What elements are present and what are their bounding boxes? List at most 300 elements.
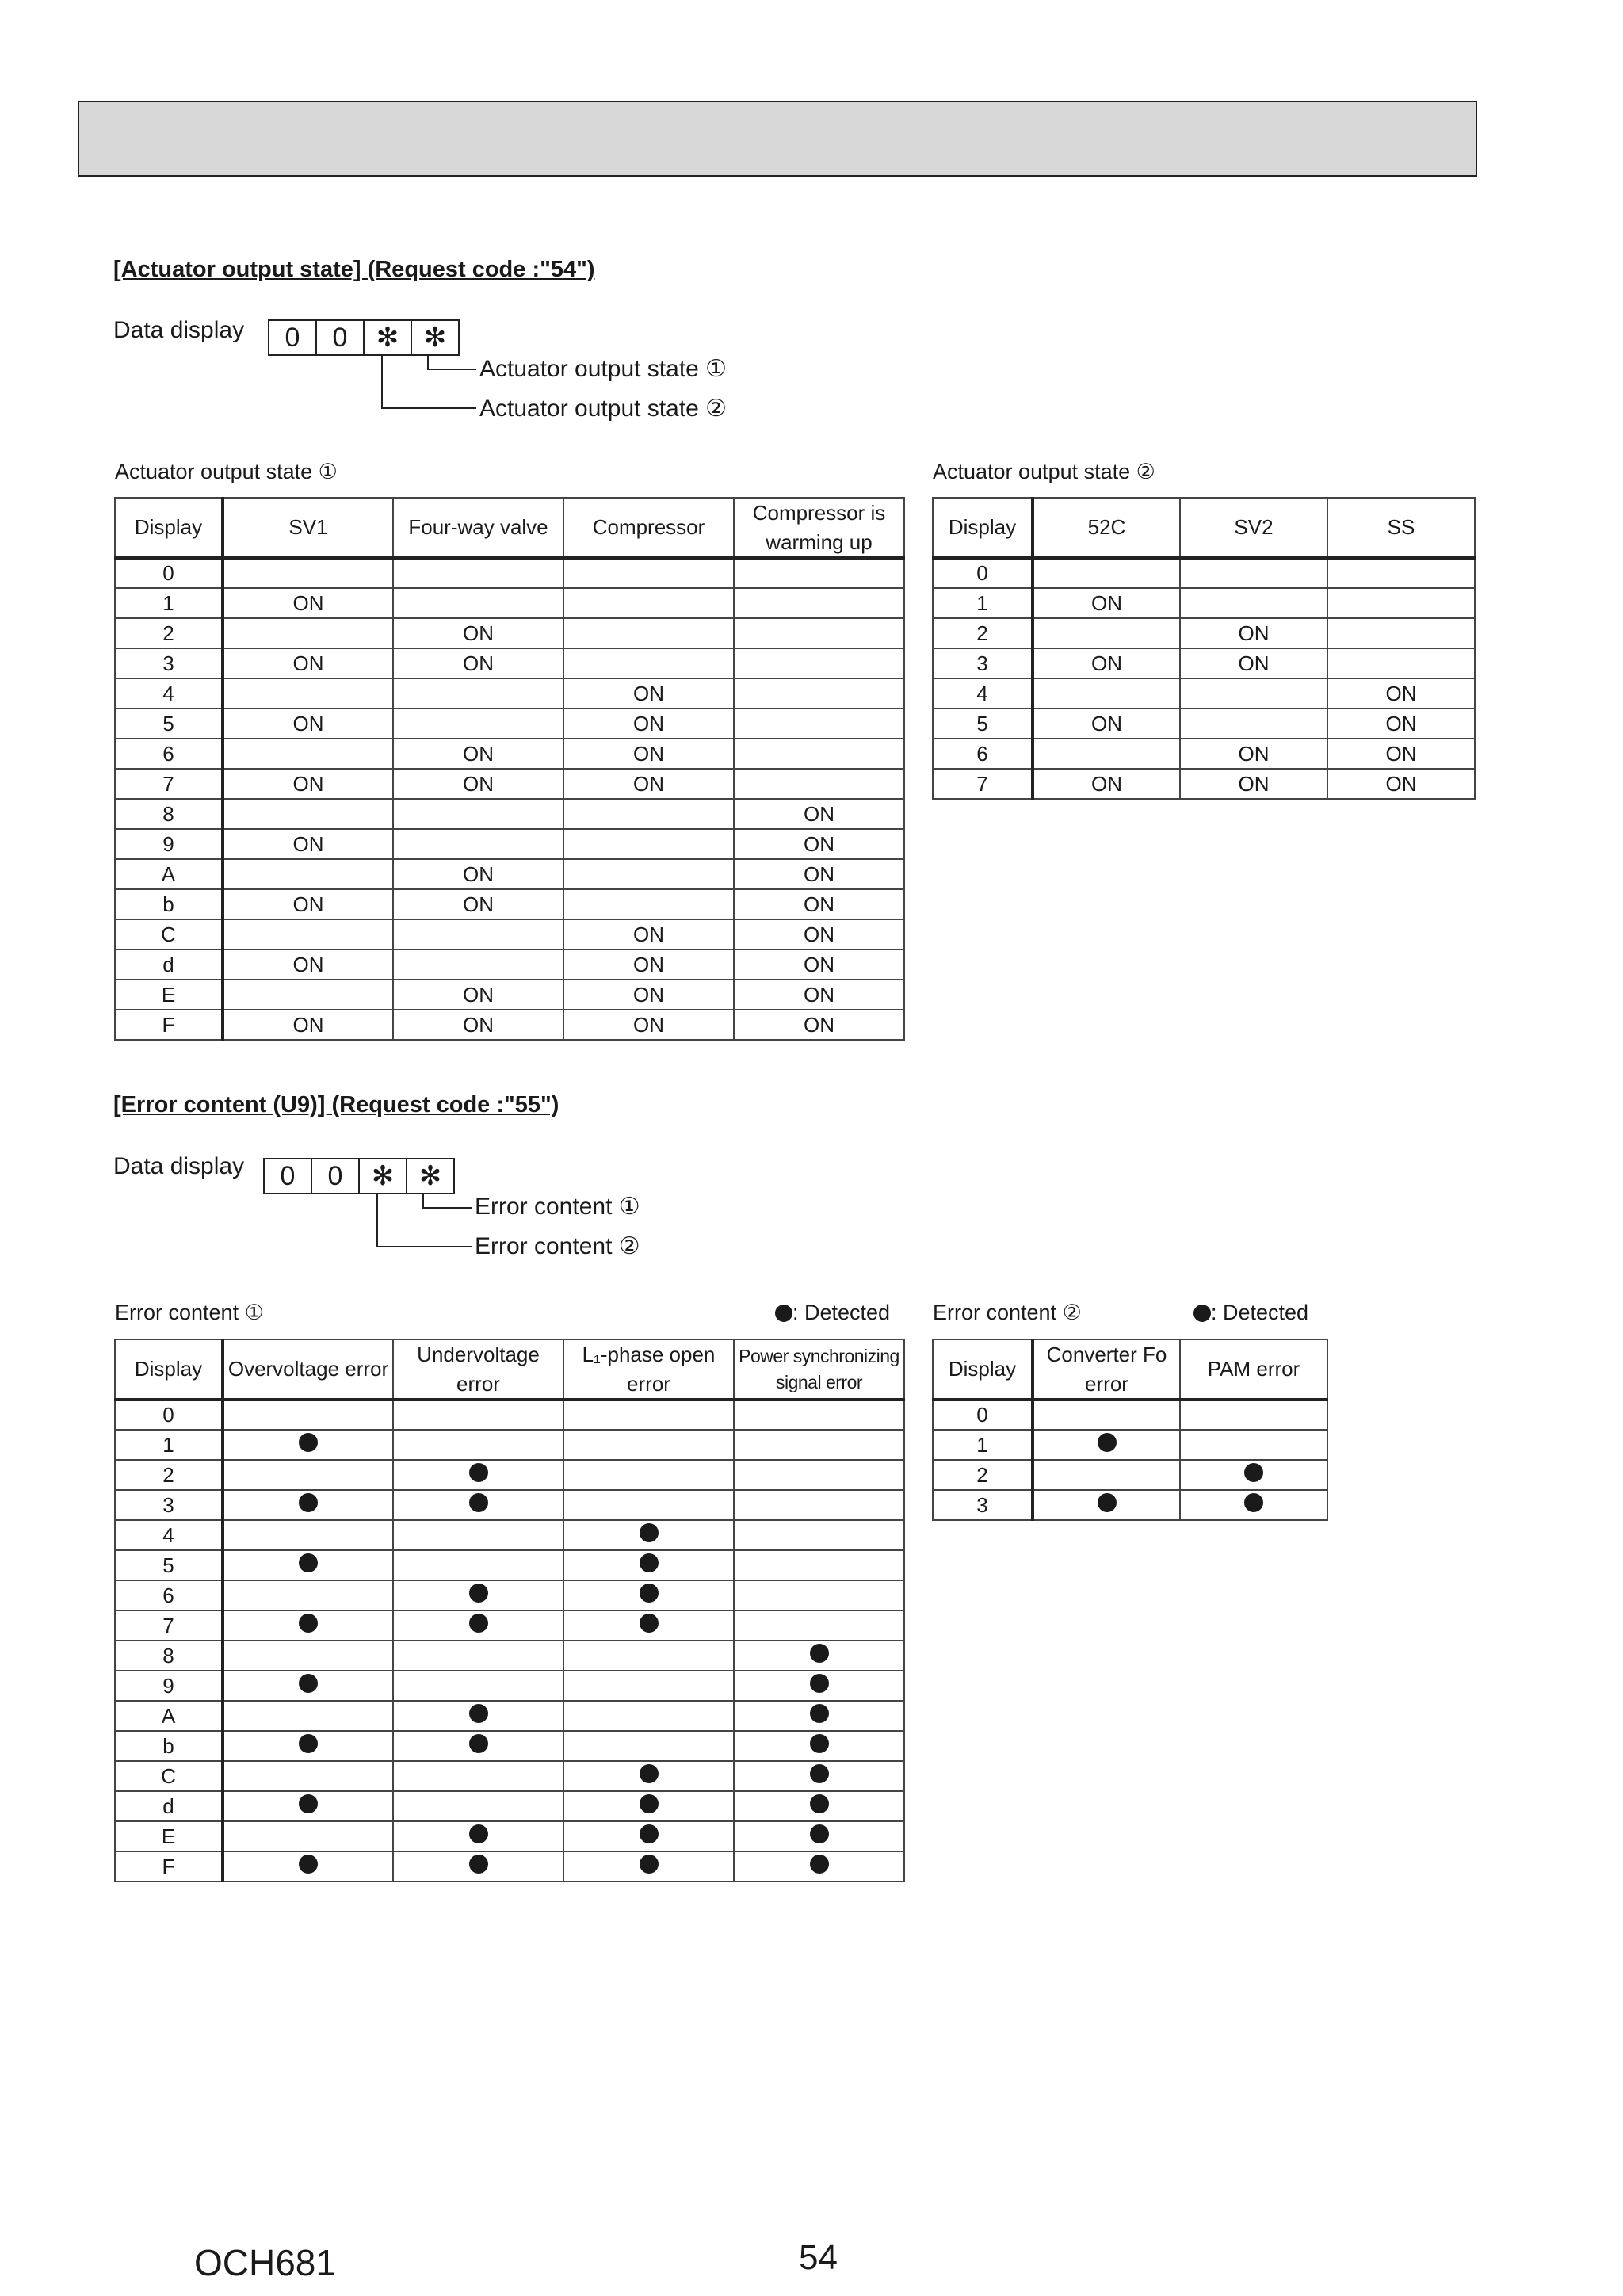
col-header-l1-phase: L₁-phase open error (563, 1339, 734, 1400)
detected-dot-icon (640, 1824, 659, 1843)
status-cell (223, 1400, 393, 1430)
table-row (933, 739, 1475, 769)
detected-dot-icon (810, 1674, 829, 1693)
code-digit: ✻ (423, 323, 447, 353)
table-row (115, 1520, 904, 1550)
state-cell (1033, 739, 1180, 769)
status-cell (223, 1731, 393, 1761)
col-header-undervoltage: Undervoltage error (393, 1339, 563, 1400)
state-cell (734, 739, 904, 769)
status-cell (563, 1580, 734, 1610)
status-cell (1180, 1430, 1327, 1460)
display-cell: 7 (933, 769, 1033, 799)
data-display-label: Data display (113, 1153, 245, 1179)
state-cell (1180, 709, 1327, 739)
state-cell (223, 678, 393, 709)
state-cell: ON (1327, 769, 1475, 799)
state-cell: ON (393, 648, 563, 678)
annotation-error-content-2: Error content ② (475, 1233, 640, 1259)
status-cell (223, 1701, 393, 1731)
status-cell (223, 1550, 393, 1580)
col-header-display: Display (115, 498, 223, 558)
status-cell (734, 1490, 904, 1520)
table-row (115, 558, 904, 588)
status-cell (393, 1460, 563, 1490)
status-cell (1033, 1430, 1180, 1460)
status-cell (223, 1580, 393, 1610)
status-cell (563, 1731, 734, 1761)
detected-dot-icon (469, 1855, 488, 1874)
state-cell: ON (1327, 678, 1475, 709)
state-cell (223, 558, 393, 588)
state-cell (563, 829, 734, 859)
state-cell: ON (1327, 739, 1475, 769)
data-display-code (263, 1158, 455, 1194)
status-cell (223, 1490, 393, 1520)
state-cell: ON (563, 980, 734, 1010)
status-cell (734, 1400, 904, 1430)
status-cell (563, 1490, 734, 1520)
state-cell: ON (1033, 709, 1180, 739)
display-cell: 5 (115, 1550, 223, 1580)
state-cell (393, 949, 563, 980)
state-cell: ON (734, 980, 904, 1010)
table-row (115, 678, 904, 709)
display-cell: 9 (115, 1671, 223, 1701)
table-row (115, 799, 904, 829)
state-cell: ON (393, 859, 563, 889)
display-cell: 4 (933, 678, 1033, 709)
status-cell (1033, 1490, 1180, 1520)
status-cell (1180, 1490, 1327, 1520)
annotation-actuator-state-1: Actuator output state ① (479, 356, 727, 382)
display-cell: 7 (115, 769, 223, 799)
state-cell: ON (734, 829, 904, 859)
state-cell (563, 799, 734, 829)
state-cell: ON (1033, 588, 1180, 618)
display-cell: E (115, 1821, 223, 1851)
table-row (115, 949, 904, 980)
error-content-2-table (932, 1339, 1328, 1521)
display-cell: 1 (933, 588, 1033, 618)
display-cell: b (115, 1731, 223, 1761)
display-cell: 3 (933, 1490, 1033, 1520)
actuator-state-1-table (114, 497, 905, 1041)
state-cell (734, 769, 904, 799)
status-cell (734, 1731, 904, 1761)
state-cell: ON (393, 1010, 563, 1040)
status-cell (393, 1400, 563, 1430)
state-cell: ON (393, 769, 563, 799)
status-cell (563, 1460, 734, 1490)
table-row (933, 1460, 1327, 1490)
state-cell (1327, 588, 1475, 618)
code-digit: ✻ (360, 1159, 407, 1193)
state-cell (223, 919, 393, 949)
table-row (933, 618, 1475, 648)
status-cell (393, 1761, 563, 1791)
code-digit: ✻ (418, 1161, 442, 1191)
detected-dot-icon (469, 1463, 488, 1482)
display-cell: 9 (115, 829, 223, 859)
col-header-four-way-valve: Four-way valve (393, 498, 563, 558)
state-cell (734, 558, 904, 588)
state-cell (1033, 618, 1180, 648)
col-header-converter-fo: Converter Fo error (1033, 1339, 1180, 1400)
status-cell (1180, 1460, 1327, 1490)
status-cell (393, 1701, 563, 1731)
table-row (115, 1761, 904, 1791)
state-cell: ON (1033, 769, 1180, 799)
display-cell: A (115, 859, 223, 889)
code-digit: 0 (269, 321, 317, 354)
state-cell (393, 558, 563, 588)
detected-dot-icon (1098, 1493, 1117, 1512)
col-header-display: Display (933, 1339, 1033, 1400)
detected-dot-icon (640, 1523, 659, 1542)
table3-caption: Error content ① (115, 1301, 264, 1324)
state-cell (223, 859, 393, 889)
table-row (115, 769, 904, 799)
state-cell: ON (563, 949, 734, 980)
status-cell (393, 1641, 563, 1671)
display-cell: 4 (115, 678, 223, 709)
state-cell: ON (223, 829, 393, 859)
state-cell: ON (223, 769, 393, 799)
detected-dot-icon (469, 1493, 488, 1512)
status-cell (223, 1851, 393, 1881)
table-row (115, 1430, 904, 1460)
status-cell (734, 1610, 904, 1641)
status-cell (223, 1761, 393, 1791)
code-digit: 0 (317, 321, 365, 354)
status-cell (393, 1580, 563, 1610)
display-cell: F (115, 1851, 223, 1881)
table4-caption: Error content ② (933, 1301, 1082, 1324)
display-cell: 0 (115, 1400, 223, 1430)
state-cell (1327, 618, 1475, 648)
status-cell (734, 1821, 904, 1851)
state-cell (563, 648, 734, 678)
state-cell (734, 709, 904, 739)
table-row (115, 1460, 904, 1490)
detected-dot-icon (640, 1855, 659, 1874)
table-row (115, 1641, 904, 1671)
status-cell (563, 1821, 734, 1851)
state-cell: ON (734, 799, 904, 829)
status-cell (563, 1671, 734, 1701)
legend-text: : Detected (792, 1301, 891, 1324)
status-cell (223, 1821, 393, 1851)
state-cell: ON (563, 919, 734, 949)
status-cell (734, 1791, 904, 1821)
state-cell: ON (1327, 709, 1475, 739)
table-row (115, 919, 904, 949)
state-cell (1180, 558, 1327, 588)
table-row (933, 588, 1475, 618)
state-cell (734, 588, 904, 618)
table-row (115, 1400, 904, 1430)
state-cell: ON (1180, 648, 1327, 678)
status-cell (393, 1791, 563, 1821)
detected-dot-icon (299, 1855, 318, 1874)
status-cell (563, 1761, 734, 1791)
state-cell (1327, 558, 1475, 588)
detected-dot-icon (299, 1674, 318, 1693)
detected-dot-icon (299, 1614, 318, 1633)
display-cell: 2 (115, 618, 223, 648)
display-cell: 1 (115, 588, 223, 618)
status-cell (393, 1550, 563, 1580)
status-cell (223, 1671, 393, 1701)
state-cell: ON (393, 739, 563, 769)
code-digit: 0 (265, 1159, 312, 1193)
table-row (933, 1400, 1327, 1430)
status-cell (734, 1460, 904, 1490)
table-row (115, 1791, 904, 1821)
table-row (115, 1550, 904, 1580)
status-cell (734, 1851, 904, 1881)
detected-dot-icon (469, 1824, 488, 1843)
table-row (933, 648, 1475, 678)
table-row (115, 1851, 904, 1881)
col-header-overvoltage: Overvoltage error (223, 1339, 393, 1400)
display-cell: 0 (115, 558, 223, 588)
detected-dot-icon (1244, 1493, 1263, 1512)
col-header-pam: PAM error (1180, 1339, 1327, 1400)
detected-dot-icon (810, 1644, 829, 1663)
display-cell: 0 (933, 1400, 1033, 1430)
detected-dot-icon (810, 1734, 829, 1753)
table2-caption: Actuator output state ② (933, 460, 1155, 483)
status-cell (734, 1641, 904, 1671)
col-header-52c: 52C (1033, 498, 1180, 558)
status-cell (223, 1610, 393, 1641)
detected-dot-icon (299, 1433, 318, 1452)
table-row (933, 1490, 1327, 1520)
table-row (115, 709, 904, 739)
col-header-ss: SS (1327, 498, 1475, 558)
display-cell: 4 (115, 1520, 223, 1550)
detected-dot-icon (1098, 1433, 1117, 1452)
state-cell: ON (1180, 618, 1327, 648)
display-cell: 8 (115, 1641, 223, 1671)
state-cell (1180, 678, 1327, 709)
status-cell (563, 1430, 734, 1460)
display-cell: C (115, 1761, 223, 1791)
table-row (115, 1701, 904, 1731)
state-cell: ON (223, 648, 393, 678)
status-cell (1033, 1400, 1180, 1430)
state-cell: ON (1180, 739, 1327, 769)
state-cell: ON (734, 1010, 904, 1040)
state-cell (1033, 558, 1180, 588)
status-cell (393, 1430, 563, 1460)
display-cell: 2 (115, 1460, 223, 1490)
display-cell: 2 (933, 618, 1033, 648)
state-cell: ON (223, 709, 393, 739)
status-cell (563, 1400, 734, 1430)
state-cell (393, 709, 563, 739)
detected-dot-icon (299, 1794, 318, 1813)
display-cell: 6 (933, 739, 1033, 769)
table-row (115, 980, 904, 1010)
status-cell (1033, 1460, 1180, 1490)
status-cell (563, 1701, 734, 1731)
detected-dot-icon (640, 1794, 659, 1813)
col-header-display: Display (933, 498, 1033, 558)
status-cell (393, 1520, 563, 1550)
col-header-sv2: SV2 (1180, 498, 1327, 558)
status-cell (393, 1490, 563, 1520)
state-cell (223, 739, 393, 769)
state-cell (393, 919, 563, 949)
state-cell (393, 588, 563, 618)
display-cell: d (115, 949, 223, 980)
display-cell: 6 (115, 1580, 223, 1610)
detected-dot-icon (469, 1734, 488, 1753)
detected-dot-icon (640, 1584, 659, 1603)
state-cell (734, 678, 904, 709)
page-number: 54 (799, 2238, 838, 2277)
state-cell (1033, 678, 1180, 709)
table-row (115, 829, 904, 859)
detected-dot-icon (299, 1734, 318, 1753)
detected-legend (775, 1301, 890, 1325)
table1-caption: Actuator output state ① (115, 460, 338, 483)
state-cell (563, 588, 734, 618)
status-cell (393, 1851, 563, 1881)
detected-dot-icon (469, 1584, 488, 1603)
code-digit: ✻ (365, 321, 412, 354)
state-cell: ON (223, 1010, 393, 1040)
display-cell: F (115, 1010, 223, 1040)
display-cell: C (115, 919, 223, 949)
table-row (933, 1430, 1327, 1460)
table-row (115, 1010, 904, 1040)
state-cell (223, 799, 393, 829)
state-cell: ON (393, 980, 563, 1010)
detected-dot-icon (469, 1614, 488, 1633)
actuator-section-title: [Actuator output state] (Request code :"54") (113, 257, 595, 282)
status-cell (563, 1851, 734, 1881)
display-cell: 0 (933, 558, 1033, 588)
display-cell: 6 (115, 739, 223, 769)
status-cell (563, 1641, 734, 1671)
data-display-code (268, 319, 460, 356)
display-cell: 5 (115, 709, 223, 739)
table-row (115, 859, 904, 889)
table-row (933, 558, 1475, 588)
table-row (115, 1671, 904, 1701)
status-cell (734, 1761, 904, 1791)
state-cell: ON (223, 889, 393, 919)
state-cell: ON (1033, 648, 1180, 678)
status-cell (223, 1520, 393, 1550)
state-cell: ON (393, 889, 563, 919)
detected-dot-icon (810, 1824, 829, 1843)
state-cell (563, 889, 734, 919)
table-row (115, 618, 904, 648)
display-cell: 1 (933, 1430, 1033, 1460)
table-row (115, 1490, 904, 1520)
table-row (933, 709, 1475, 739)
error-section-title: [Error content (U9)] (Request code :"55") (113, 1092, 559, 1117)
state-cell: ON (563, 1010, 734, 1040)
status-cell (734, 1550, 904, 1580)
state-cell: ON (223, 949, 393, 980)
display-cell: d (115, 1791, 223, 1821)
detected-dot-icon (640, 1614, 659, 1633)
display-cell: 5 (933, 709, 1033, 739)
status-cell (734, 1580, 904, 1610)
state-cell: ON (563, 678, 734, 709)
state-cell (563, 859, 734, 889)
display-cell: E (115, 980, 223, 1010)
status-cell (734, 1430, 904, 1460)
state-cell: ON (393, 618, 563, 648)
status-cell (223, 1791, 393, 1821)
detected-dot-icon (299, 1493, 318, 1512)
detected-dot-icon (775, 1305, 792, 1322)
state-cell (393, 678, 563, 709)
table-row (115, 1731, 904, 1761)
display-cell: 3 (933, 648, 1033, 678)
state-cell: ON (563, 769, 734, 799)
status-cell (563, 1550, 734, 1580)
table-row (115, 1821, 904, 1851)
document-code: OCH681 (194, 2242, 336, 2283)
status-cell (1180, 1400, 1327, 1430)
detected-dot-icon (810, 1704, 829, 1723)
detected-dot-icon (1244, 1463, 1263, 1482)
display-cell: 3 (115, 648, 223, 678)
detected-dot-icon (640, 1764, 659, 1783)
display-cell: A (115, 1701, 223, 1731)
detected-dot-icon (810, 1764, 829, 1783)
state-cell (1327, 648, 1475, 678)
header-bar (78, 101, 1477, 177)
status-cell (223, 1430, 393, 1460)
status-cell (393, 1610, 563, 1641)
detected-dot-icon (810, 1855, 829, 1874)
table-row (115, 739, 904, 769)
state-cell: ON (1180, 769, 1327, 799)
display-cell: 8 (115, 799, 223, 829)
status-cell (563, 1520, 734, 1550)
state-cell: ON (734, 949, 904, 980)
data-display-label: Data display (113, 317, 245, 343)
status-cell (563, 1610, 734, 1641)
col-header-sv1: SV1 (223, 498, 393, 558)
detected-dot-icon (299, 1553, 318, 1572)
table-row (933, 769, 1475, 799)
state-cell (734, 648, 904, 678)
state-cell: ON (734, 919, 904, 949)
state-cell: ON (223, 588, 393, 618)
display-cell: 1 (115, 1430, 223, 1460)
status-cell (393, 1731, 563, 1761)
status-cell (393, 1821, 563, 1851)
state-cell (563, 558, 734, 588)
status-cell (734, 1671, 904, 1701)
status-cell (393, 1671, 563, 1701)
state-cell: ON (563, 739, 734, 769)
state-cell (223, 980, 393, 1010)
state-cell (393, 799, 563, 829)
table-row (115, 648, 904, 678)
display-cell: 3 (115, 1490, 223, 1520)
